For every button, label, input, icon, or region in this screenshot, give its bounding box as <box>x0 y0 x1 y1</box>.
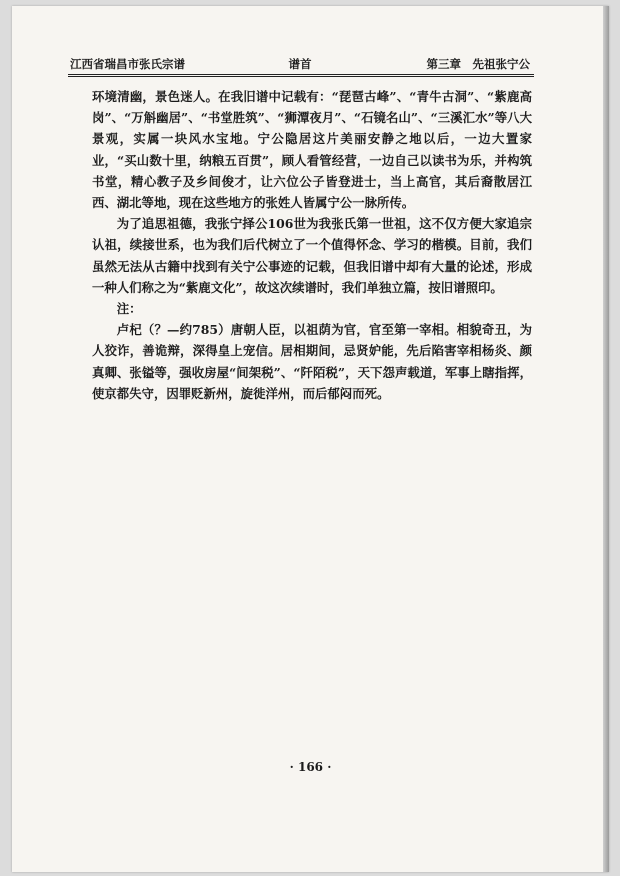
paragraph-ancestor: 为了追思祖德，我张宁择公106世为我张氏第一世祖，这不仅方便大家追宗认祖，续接世系，也为我们后代树立了一个值得怀念、学习的楷模。目前，我们虽然无法从古籍中找到有关宁公事迹的记载，但我旧谱中却有大量的论述，形成一种人们称之为“紫鹿文化”，故这次续谱时，我们单独立篇，按旧谱照印。 <box>92 216 532 295</box>
body-text <box>92 86 532 404</box>
header-book-title: 江西省瑞昌市张氏宗谱 <box>70 57 185 71</box>
document-page <box>12 6 609 872</box>
page-edge <box>603 6 609 872</box>
header-section: 谱首 <box>288 57 312 71</box>
note-heading: 注： <box>116 301 142 317</box>
paragraph-scenery: 环境清幽，景色迷人。在我旧谱中记载有：“琵琶古峰”、“青牛古洞”、“紫鹿高岗”、“万斛幽居”、“书堂胜筑”、“狮潭夜月”、“石镜名山”、“三溪汇水”等八大景观，实属一块风水宝地。宁公隐居这片美丽安静之地以后，一边大置家业，“买山数十里，纳粮五百贯”，顾人看管经营，一边自己以读书为乐，并构筑书堂，精心教子及乡间俊才，让六位公子皆登进士，当上高官，其后裔散居江西、湖北等地，现在这些地方的张姓人皆属宁公一脉所传。 <box>92 89 532 211</box>
note-text: 卢杞（？—约785）唐朝人臣，以祖荫为官，官至第一宰相。相貌奇丑，为人狡诈，善诡辩，深得皇上宠信。居相期间，忌贤妒能，先后陷害宰相杨炎、颜真卿、张镒等，强收房屋“间架税”、“阡陌税”，天下怨声载道，军事上瞎指挥，使京都失守，因罪贬新州，旋徙洋州，而后郁闷而死。 <box>92 322 532 401</box>
header-rule <box>68 74 534 77</box>
page-number: · 166 · <box>289 760 332 774</box>
running-header <box>70 56 530 74</box>
header-chapter: 第三章 先祖张宁公 <box>426 57 530 71</box>
